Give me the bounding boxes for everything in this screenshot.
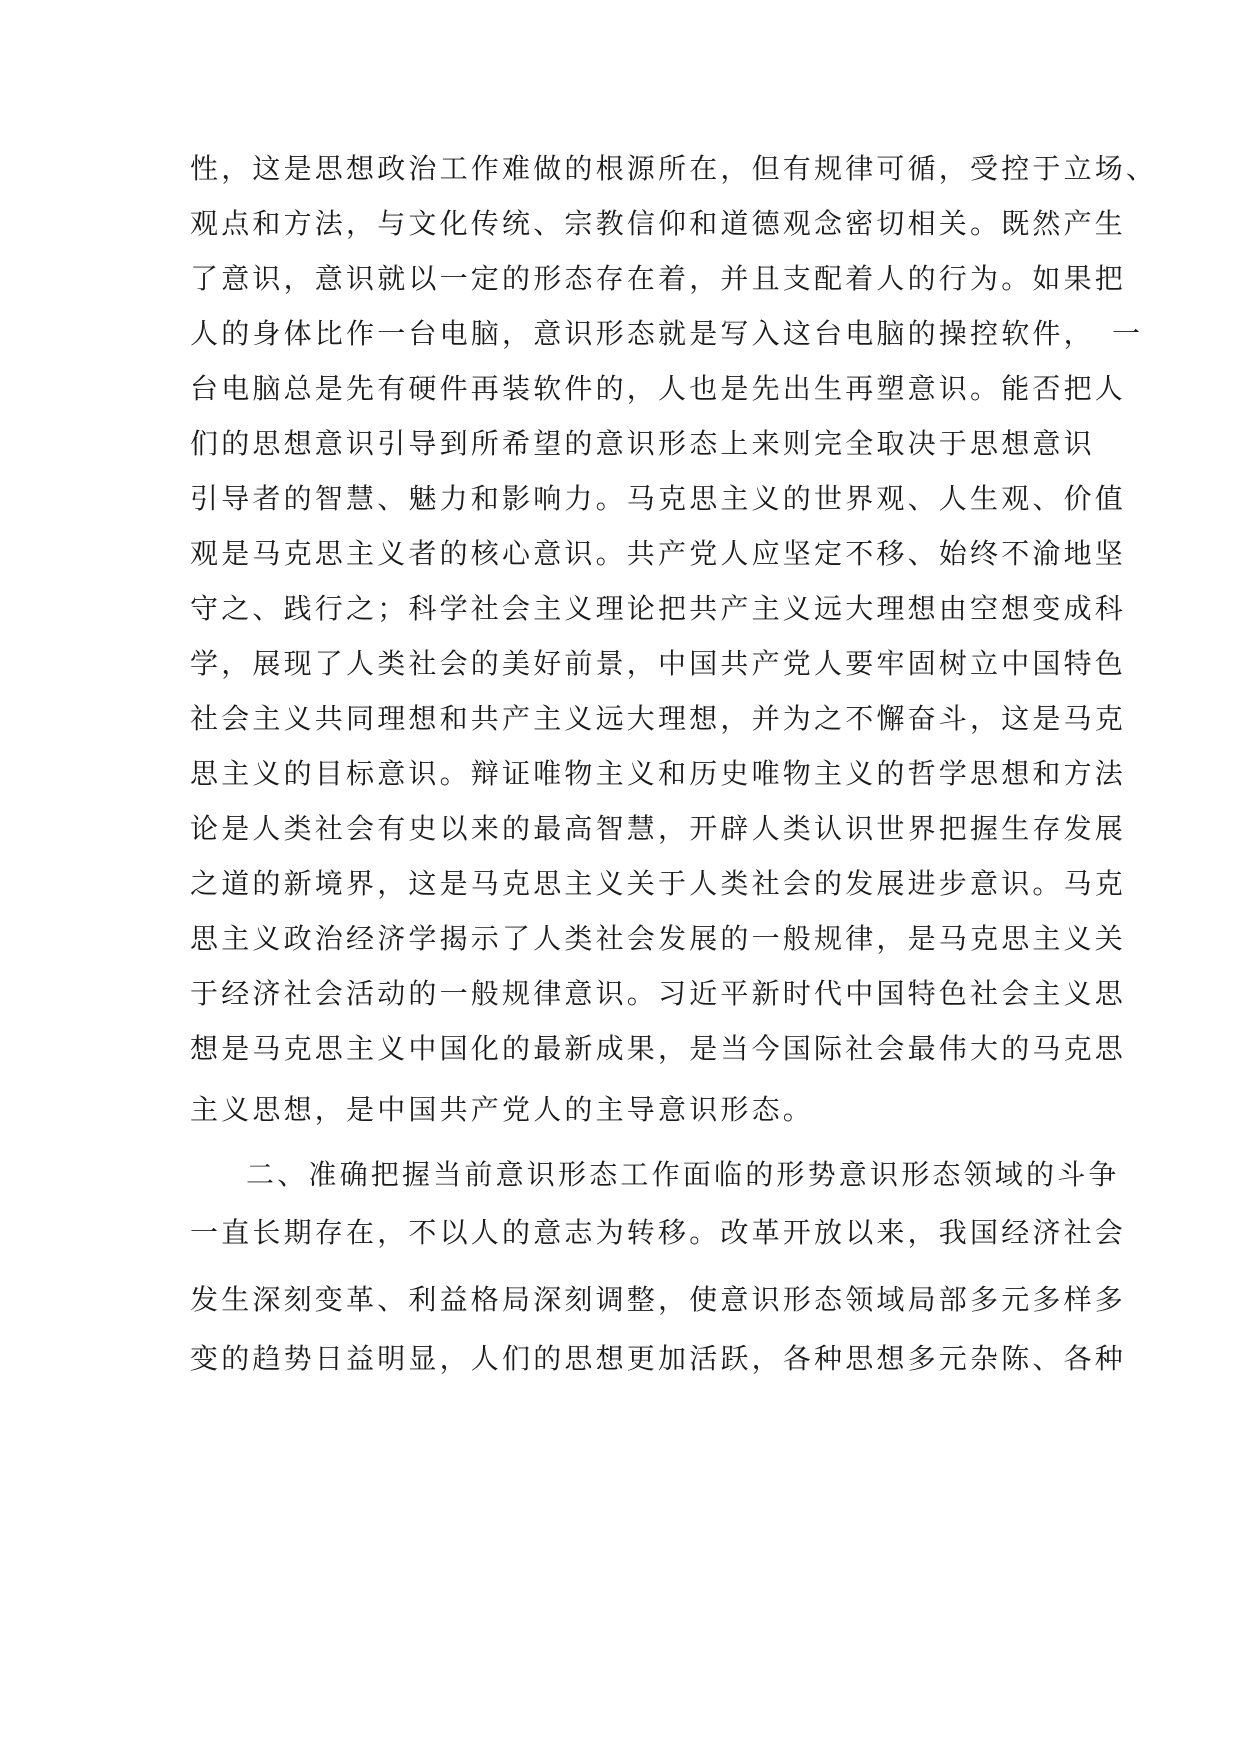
section-heading-line: 二、准确把握当前意识形态工作面临的形势意识形态领域的斗争 (246, 1158, 1120, 1191)
text-line: 于经济社会活动的一般规律意识。习近平新时代中国特色社会主义思 (190, 977, 1127, 1010)
text-line: 论是人类社会有史以来的最高智慧，开辟人类认识世界把握生存发展 (190, 812, 1127, 845)
text-line: 们的思想意识引导到所希望的意识形态上来则完全取决于思想意识 (190, 427, 1095, 460)
text-line: 想是马克思主义中国化的最新成果，是当今国际社会最伟大的马克思 (190, 1032, 1127, 1065)
text-line: 主义思想，是中国共产党人的主导意识形态。 (190, 1093, 815, 1126)
text-line: 思主义的目标意识。辩证唯物主义和历史唯物主义的哲学思想和方法 (190, 757, 1127, 790)
text-line: 学，展现了人类社会的美好前景，中国共产党人要牢固树立中国特色 (190, 647, 1127, 680)
text-line: 性，这是思想政治工作难做的根源所在，但有规律可循，受控于立场、 (190, 152, 1158, 185)
text-line: 了意识，意识就以一定的形态存在着，并且支配着人的行为。如果把 (190, 262, 1127, 295)
text-line: 观点和方法，与文化传统、宗教信仰和道德观念密切相关。既然产生 (190, 207, 1127, 240)
text-line: 台电脑总是先有硬件再装软件的，人也是先出生再塑意识。能否把人 (190, 372, 1127, 405)
text-line: 思主义政治经济学揭示了人类社会发展的一般规律，是马克思主义关 (190, 922, 1127, 955)
text-line: 发生深刻变革、利益格局深刻调整，使意识形态领域局部多元多样多 (190, 1283, 1127, 1316)
text-line: 一直长期存在，不以人的意志为转移。改革开放以来，我国经济社会 (190, 1216, 1127, 1249)
text-line: 守之、践行之；科学社会主义理论把共产主义远大理想由空想变成科 (190, 592, 1127, 625)
text-line: 之道的新境界，这是马克思主义关于人类社会的发展进步意识。马克 (190, 867, 1127, 900)
text-line: 观是马克思主义者的核心意识。共产党人应坚定不移、始终不渝地坚 (190, 537, 1127, 570)
text-line: 人的身体比作一台电脑，意识形态就是写入这台电脑的操控软件， 一 (190, 317, 1144, 350)
text-line: 社会主义共同理想和共产主义远大理想，并为之不懈奋斗，这是马克 (190, 702, 1127, 735)
text-line: 引导者的智慧、魅力和影响力。马克思主义的世界观、人生观、价值 (190, 482, 1127, 515)
text-line: 变的趋势日益明显，人们的思想更加活跃，各种思想多元杂陈、各种 (190, 1342, 1127, 1375)
